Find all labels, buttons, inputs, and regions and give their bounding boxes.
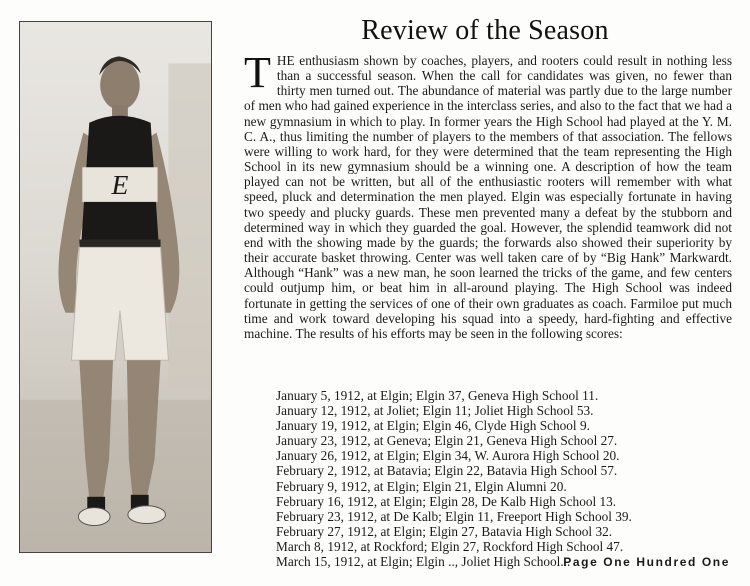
score-item: January 26, 1912, at Elgin; Elgin 34, W. Aurora High School 20. xyxy=(276,448,620,464)
page-number: Page One Hundred One xyxy=(563,555,730,569)
score-item: February 16, 1912, at Elgin; Elgin 28, De Kalb High School 13. xyxy=(276,493,617,509)
score-item: March 15, 1912, at Elgin; Elgin .., Joliet High School... xyxy=(276,554,571,570)
score-item: February 23, 1912, at De Kalb; Elgin 11, Freeport High School 39. xyxy=(276,508,632,524)
score-item: February 2, 1912, at Batavia; Elgin 22, Batavia High School 57. xyxy=(276,463,618,479)
jersey-emblem: E xyxy=(111,168,129,200)
score-item: February 27, 1912, at Elgin; Elgin 27, Batavia High School 32. xyxy=(276,523,613,539)
page-title: Review of the Season xyxy=(361,15,609,46)
drop-cap: T xyxy=(244,48,271,97)
scores-list xyxy=(276,388,716,569)
article-text: HE enthusiasm shown by coaches, players, and rooters could result in nothing less than a successful season. When the call for candidates was given, no fewer than thirty men turned out. The abundance of material was partly due to the large number of men who had gained experience in the interclass series, and also to the fact that we had a new gymnasium in which to play. In former years the High School had played at the Y. M. C. A., thus limiting the number of players to the members of that association. The fellows were willing to work hard, for they were determined that the team representing the High School in its new gymnasium should be a winning one. A description of how the team played can not be written, but all of the enthusiastic rooters will remember with what speed, pluck and determination the men played. Elgin was especially fortunate in having two speedy and plucky guards. These men prevented many a defeat by the stubborn and determined way in which they guarded the goal. However, the splendid teamwork did not end with the showing made by the guards; the forwards also showed their superiority by their accurate basket throwing. Center was well taken care of by “Big Hank” Markwardt. Although “Hank” was a new man, he soon learned the tricks of the game, and few centers could outjump him, or beat him in all-around playing. The High School was indeed fortunate in getting the services of one of their own graduates as coach. Farmiloe put much time and work toward developing his squad into a speedy, hard-fighting and effective machine. The results of his efforts may be seen in the following scores: xyxy=(244,53,732,341)
score-item: January 12, 1912, at Joliet; Elgin 11; Joliet High School 53. xyxy=(276,403,594,419)
athlete-photo xyxy=(19,21,212,553)
score-item: January 19, 1912, at Elgin; Elgin 46, Clyde High School 9. xyxy=(276,418,590,434)
score-item: January 5, 1912, at Elgin; Elgin 37, Geneva High School 11. xyxy=(276,388,599,403)
score-item: January 23, 1912, at Geneva; Elgin 21, Geneva High School 27. xyxy=(276,433,618,449)
article-body xyxy=(244,48,732,341)
athlete-figure xyxy=(20,22,211,552)
score-item: February 9, 1912, at Elgin; Elgin 21, Elgin Alumni 20. xyxy=(276,478,567,494)
score-item: March 8, 1912, at Rockford; Elgin 27, Rockford High School 47. xyxy=(276,538,624,554)
